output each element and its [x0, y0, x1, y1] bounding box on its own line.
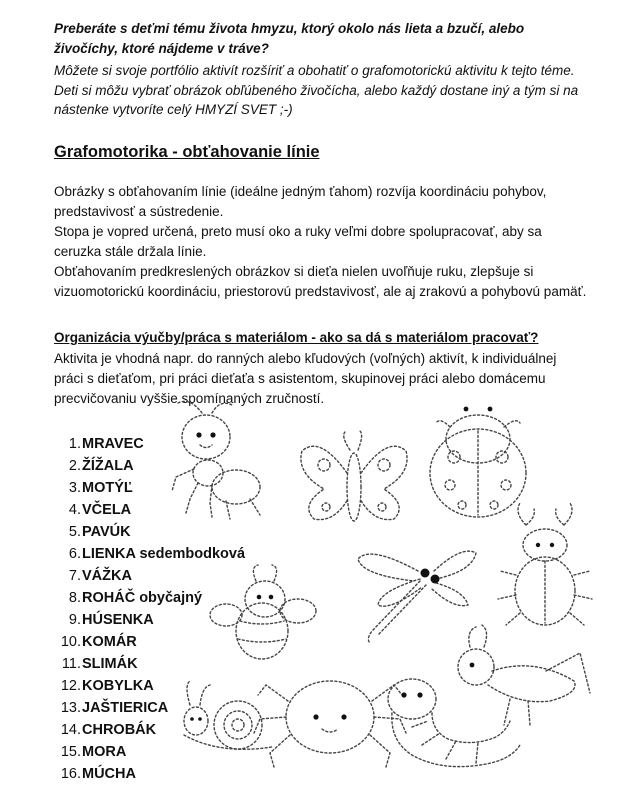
list-number: 12. [60, 678, 81, 694]
intro-suggestion: Môžete si svoje portfólio aktivít rozšíriť a obohatiť o grafomotorickú aktivitu k tejto téme. Deti si môžu vybrať obrázok obľúbeného živočícha, alebo každý dostane iný a tým si na nástenke vytvoríte celý HMYZÍ SVET ;-) [54, 63, 579, 117]
bee-illustration [210, 565, 316, 659]
animal-name: PAVÚK [82, 524, 131, 540]
animal-name: LIENKA sedembodková [82, 546, 246, 562]
list-number: 1. [68, 436, 81, 452]
list-number: 3. [68, 480, 81, 496]
snail-illustration [184, 681, 272, 749]
animal-name: MORA [82, 744, 127, 760]
paragraph: Stopa je vopred určená, preto musí oko a ruky veľmi dobre spolupracovať, aby sa ceruzka stále držala línie. [54, 224, 542, 259]
spider-illustration [254, 681, 406, 767]
animal-name: KOBYLKA [82, 678, 154, 694]
section-title: Grafomotorika - obťahovanie línie [54, 143, 320, 161]
animal-name: ŽÍŽALA [82, 458, 134, 474]
list-number: 13. [60, 700, 81, 716]
list-number: 4. [68, 502, 81, 518]
animal-name: MRAVEC [82, 436, 144, 452]
animal-name: HÚSENKA [82, 612, 154, 628]
list-number: 16. [60, 766, 81, 782]
paragraph: Obrázky s obťahovaním línie (ideálne jedným ťahom) rozvíja koordináciu pohybov, predstavivosť a sústredenie. [54, 184, 547, 219]
animal-name: CHROBÁK [82, 722, 157, 738]
animal-name: JAŠTIERICA [82, 700, 169, 716]
animal-name: VČELA [82, 502, 132, 518]
list-number: 7. [68, 568, 81, 584]
tracing-illustrations [150, 395, 620, 795]
list-number: 5. [68, 524, 81, 540]
animal-name: MÚCHA [82, 766, 136, 782]
animal-name: VÁŽKA [82, 568, 132, 584]
dragonfly-illustration [358, 551, 476, 643]
section-description [54, 182, 589, 302]
animal-name: ROHÁČ obyčajný [82, 590, 203, 606]
grasshopper-illustration [458, 625, 590, 725]
intro-question: Preberáte s deťmi tému života hmyzu, ktorý okolo nás lieta a bzučí, alebo živočíchy, ktoré nájdeme v tráve? [54, 21, 525, 56]
ladybug-illustration [430, 407, 526, 517]
organization-title: Organizácia výučby/práca s materiálom - ako sa dá s materiálom pracovať? [54, 330, 539, 345]
butterfly-illustration [301, 431, 407, 521]
list-number: 15. [60, 744, 81, 760]
list-number: 10. [60, 634, 81, 650]
ant-illustration [172, 401, 260, 519]
paragraph: Obťahovaním predkreslených obrázkov si dieťa nielen uvoľňuje ruku, zlepšuje si vizuomotorickú koordináciu, priestorovú predstavivosť, ale aj zrakovú a pohybovú pamäť. [54, 264, 587, 299]
animal-name: SLIMÁK [82, 656, 138, 672]
list-number: 8. [68, 590, 81, 606]
list-number: 6. [68, 546, 81, 562]
list-number: 9. [68, 612, 81, 628]
organization-text: Aktivita je vhodná napr. do ranných alebo kľudových (voľných) aktivít, k individuálnej práci s dieťaťom, pri práci dieťaťa s asistentom, skupinovej práci alebo domácemu precvičovaniu vyššie spomínaných zručností. [54, 351, 557, 406]
stag-beetle-illustration [498, 503, 592, 625]
list-number: 2. [68, 458, 81, 474]
animal-name: MOTÝĽ [82, 480, 133, 496]
animal-name: KOMÁR [82, 634, 137, 650]
list-number: 14. [60, 722, 81, 738]
list-number: 11. [61, 656, 81, 672]
